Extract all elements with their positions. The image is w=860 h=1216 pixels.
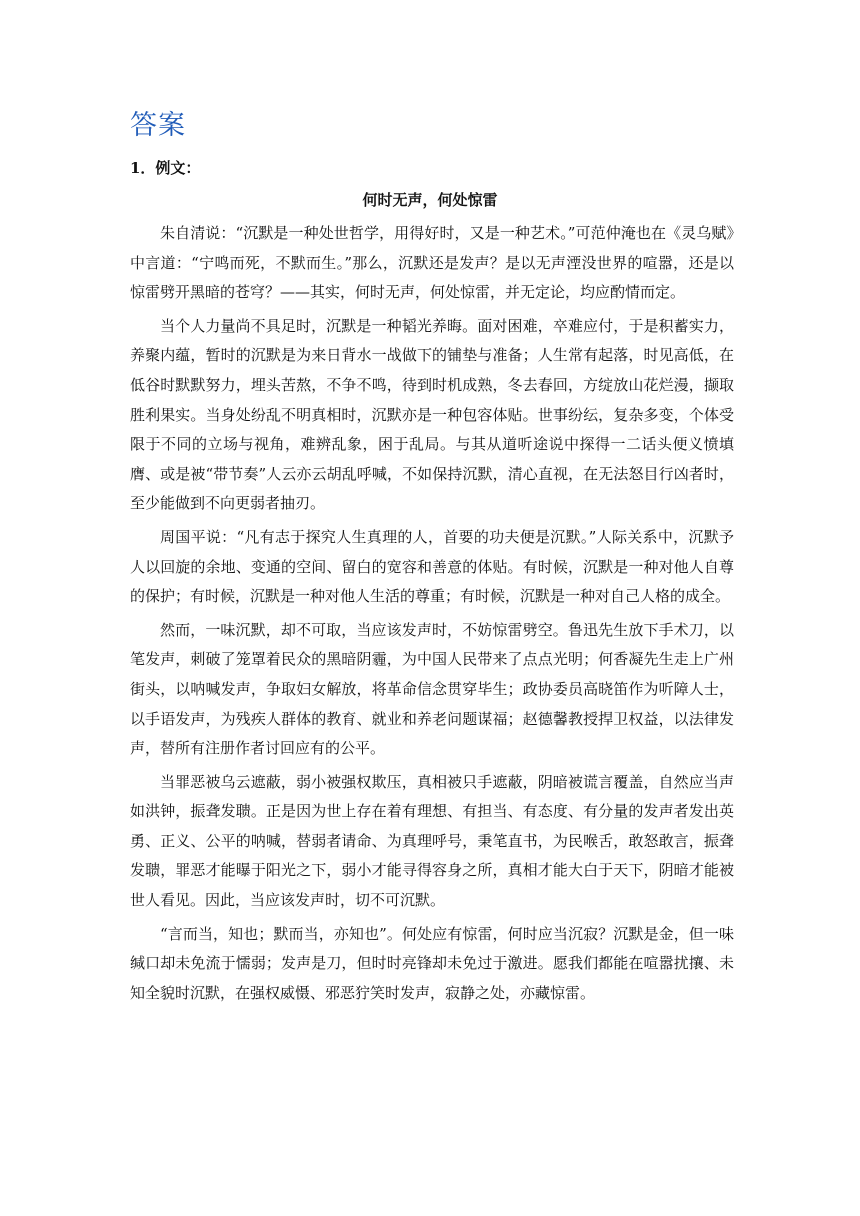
essay-title: 何时无声，何处惊雷: [362, 191, 498, 209]
question-label: 1．例文：: [130, 159, 201, 177]
answer-heading: 答案: [130, 110, 186, 141]
essay-paragraph: 朱自清说：“沉默是一种处世哲学，用得好时，又是一种艺术。”可范仲淹也在《灵乌赋》中言道：“宁鸣而死，不默而生。”那么，沉默还是发声？是以无声湮没世界的喧嚣，还是以惊雷劈开黑暗的苍穹？——其实，何时无声，何处惊雷，并无定论，均应酌情而定。: [130, 224, 734, 302]
essay-paragraph: 当个人力量尚不具足时，沉默是一种韬光养晦。面对困难，卒难应付，于是积蓄实力，养聚内蕴，暂时的沉默是为来日背水一战做下的铺垫与准备；人生常有起落，时见高低，在低谷时默默努力，埋头苦熬，不争不鸣，待到时机成熟，冬去春回，方绽放山花烂漫，撷取胜利果实。当身处纷乱不明真相时，沉默亦是一种包容体贴。世事纷纭，复杂多变，个体受限于不同的立场与视角，难辨乱象，困于乱局。与其从道听途说中探得一二话头便义愤填膺、或是被“带节奏”人云亦云胡乱呼喊，不如保持沉默，清心直视，在无法怒目行凶者时，至少能做到不向更弱者抽刃。: [130, 316, 734, 513]
essay-paragraph: 然而，一味沉默，却不可取，当应该发声时，不妨惊雷劈空。鲁迅先生放下手术刀，以笔发声，刺破了笼罩着民众的黑暗阴霾，为中国人民带来了点点光明；何香凝先生走上广州街头，以呐喊发声，争取妇女解放，将革命信念贯穿毕生；政协委员高晓笛作为听障人士，以手语发声，为残疾人群体的教育、就业和养老问题谋福；赵德馨教授捍卫权益，以法律发声，替所有注册作者讨回应有的公平。: [130, 620, 734, 758]
essay-paragraph: 当罪恶被乌云遮蔽，弱小被强权欺压，真相被只手遮蔽，阴暗被谎言覆盖，自然应当声如洪钟，振聋发聩。正是因为世上存在着有理想、有担当、有态度、有分量的发声者发出英勇、正义、公平的呐喊，替弱者请命、为真理呼号，秉笔直书，为民喉舌，敢怒敢言，振聋发聩，罪恶才能曝于阳光之下，弱小才能寻得容身之所，真相才能大白于天下，阴暗才能被世人看见。因此，当应该发声时，切不可沉默。: [130, 772, 734, 910]
essay-body: [130, 219, 734, 1012]
essay-paragraph: “言而当，知也；默而当，亦知也”。何处应有惊雷，何时应当沉寂？沉默是金，但一味缄口却未免流于懦弱；发声是刀，但时时亮锋却未免过于激进。愿我们都能在喧嚣扰攘、未知全貌时沉默，在强权威慑、邪恶狞笑时发声，寂静之处，亦藏惊雷。: [130, 924, 734, 1002]
essay-paragraph: 周国平说：“凡有志于探究人生真理的人，首要的功夫便是沉默。”人际关系中，沉默予人以回旋的余地、变通的空间、留白的宽容和善意的体贴。有时候，沉默是一种对他人自尊的保护；有时候，沉默是一种对他人生活的尊重；有时候，沉默是一种对自己人格的成全。: [130, 527, 734, 606]
